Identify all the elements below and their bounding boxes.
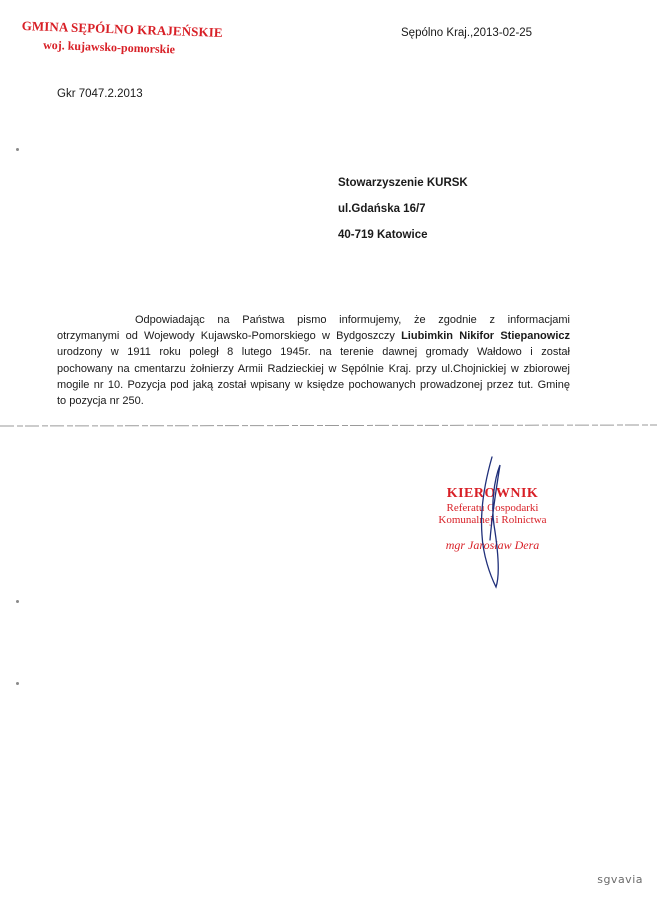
handwritten-signature — [470, 455, 510, 590]
scan-speck — [16, 682, 19, 685]
stamp-department-2: Komunalnej i Rolnictwa — [438, 514, 547, 526]
reference-number: Gkr 7047.2.2013 — [57, 88, 143, 100]
signatory-name: mgr Jarosław Dera — [445, 538, 540, 552]
place-and-date: Sępólno Kraj.,2013-02-25 — [401, 27, 533, 39]
scan-fold-line — [0, 424, 657, 428]
org-region: woj. kujawsko-pomorskie — [42, 37, 176, 57]
letter-body — [57, 312, 570, 409]
body-line-4: pochowany na cmentarzu żołnierzy Armii Radzieckiej w Sępólnie Kraj. przy ul.Chojnickiej w zbiorowej — [57, 362, 570, 375]
stamp-title: KIEROWNIK — [446, 486, 539, 501]
body-line-5: mogile nr 10. Pozycja pod jaką został wpisany w księdze pochowanych prowadzonej przez tut. Gminę — [57, 378, 570, 391]
body-line-1: Odpowiadając na Państwa pismo informujemy, że zgodnie z informacjami — [135, 314, 570, 326]
scan-speck — [16, 148, 19, 151]
body-line-6: to pozycja nr 250. — [57, 395, 144, 408]
body-line-2 — [57, 328, 570, 344]
stamp-department-1: Referatu Gospodarki — [446, 502, 539, 514]
municipality-header-stamp — [21, 18, 223, 59]
body-line-2-text: otrzymanymi od Wojewody Kujawsko-Pomorskiego w Bydgoszczy — [57, 330, 402, 343]
deceased-name: Liubimkin Nikifor Stiepanowicz — [401, 330, 570, 343]
recipient-city: 40-719 Katowice — [338, 229, 428, 241]
org-name: GMINA SĘPÓLNO KRAJEŃSKIE — [21, 18, 223, 41]
scan-speck — [16, 600, 19, 603]
watermark: sgvavia — [597, 873, 643, 886]
recipient-name: Stowarzyszenie KURSK — [338, 177, 468, 189]
body-line-3: urodzony w 1911 roku poległ 8 lutego 1945r. na terenie dawnej gromady Wałdowo i został — [57, 346, 570, 359]
recipient-street: ul.Gdańska 16/7 — [338, 203, 426, 215]
